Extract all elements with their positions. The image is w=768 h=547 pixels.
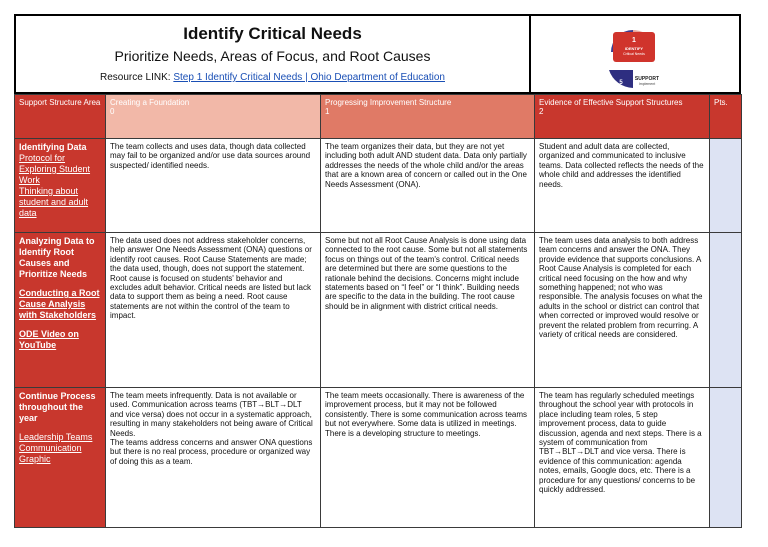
spacer (19, 424, 101, 432)
cell-evidence: The team uses data analysis to both address team concerns and answer the ONA. They provide evidence that supports conclusions. A Root Cause Analysis is completed for each critical need focusing on the how and why something happened; not who was responsible. The analysis focuses on what the adults in the school or district can control that when corrected or improved would resolve or prevent the related problem from recurring. A variety of critical needs are considered. (535, 233, 710, 388)
page-title: Identify Critical Needs (183, 24, 362, 43)
area-title: Continue Process throughout the year (19, 391, 96, 423)
cell-evidence: Student and adult data are collected, organized and communicated to inclusive teams. Data collected reflects the needs of the whole child and addresses the identified needs. (535, 139, 710, 233)
col-header-foundation (106, 95, 321, 139)
spacer (19, 280, 101, 288)
cell-foundation: The data used does not address stakeholder concerns, help answer One Needs Assessment (ONA) questions or identify root causes. Root Cause Statements are made; the data used, though, does not support the statement. Root cause is focused on students' behavior and excludes adult behavior. Critical needs are listed but lack data to support them as being a need. Root cause statements are not within the control of the team to impact. (106, 233, 321, 388)
col-header-evidence-score: 2 (539, 107, 544, 117)
logo-line2: Critical Needs (623, 52, 645, 56)
col-header-evidence-title: Evidence of Effective Support Structures (539, 98, 683, 107)
rubric-sheet (14, 14, 741, 528)
col-header-progressing-score: 1 (325, 107, 330, 117)
area-title: Analyzing Data to Identify Root Causes and Prioritize Needs (19, 236, 95, 279)
link-root-cause-analysis[interactable]: Conducting a Root Cause Analysis with Stakeholders (19, 288, 100, 320)
logo-number: 1 (632, 37, 636, 44)
link-communication-graphic[interactable]: Leadership Teams Communication Graphic (19, 432, 93, 464)
col-header-points: Pts. (710, 95, 742, 139)
area-cell-identifying-data (15, 139, 106, 233)
resource-link[interactable]: Step 1 Identify Critical Needs | Ohio Department of Education (173, 72, 445, 83)
col-header-progressing-title: Progressing Improvement Structure (325, 98, 452, 107)
link-ode-video[interactable]: ODE Video on YouTube (19, 329, 79, 350)
spacer (19, 321, 101, 329)
col-header-foundation-score: 0 (110, 107, 115, 117)
points-input-cell[interactable] (710, 388, 742, 528)
header-logo-area (531, 16, 739, 92)
cell-foundation: The team meets infrequently. Data is not available or used. Communication across teams (TBT→BLT→DLT and vice versa) does not occur in a systematic approach, resulting in many stakeholders not being aware of Critical Needs. The teams address concerns and answer ONA questions but there is no real process, procedure or organized way of doing this as a team. (106, 388, 321, 528)
area-cell-continue-process (15, 388, 106, 528)
logo-number-bottom: 5 (619, 80, 623, 86)
header-main (16, 16, 531, 92)
link-protocol-student-work[interactable]: Protocol for Exploring Student Work (19, 153, 91, 185)
page-subtitle: Prioritize Needs, Areas of Focus, and Root Causes (114, 48, 431, 64)
table-row (15, 233, 742, 388)
col-header-foundation-title: Creating a Foundation (110, 98, 190, 107)
col-header-area: Support Structure Area (15, 95, 106, 139)
table-row (15, 388, 742, 528)
area-title: Identifying Data (19, 142, 87, 152)
table-row (15, 139, 742, 233)
cell-progressing: The team organizes their data, but they are not yet including both adult AND student data. Data only partially addresses the needs of the whole child and/or the areas that are a known area of concern or called out in the One Needs Assessment (ONA). (321, 139, 535, 233)
rubric-table (14, 94, 742, 528)
points-input-cell[interactable] (710, 139, 742, 233)
logo-support: SUPPORT (634, 76, 660, 82)
resource-label: Resource LINK: (99, 72, 174, 83)
cell-progressing: The team meets occasionally. There is awareness of the improvement process, but it may not be followed consistently. There is some communication across teams but not everywhere. Some data is utilized in meetings. There is a developing structure to meetings. (321, 388, 535, 528)
logo-line1: IDENTIFY (624, 46, 644, 51)
points-input-cell[interactable] (710, 233, 742, 388)
logo-implement: Implement (638, 82, 656, 86)
area-cell-analyzing-data (15, 233, 106, 388)
resource-line (16, 72, 529, 83)
header-row (15, 95, 742, 139)
col-header-progressing (321, 95, 535, 139)
cell-foundation: The team collects and uses data, though data collected may fail to be organized and/or use data sources around suspected/ identified needs. (106, 139, 321, 233)
cell-evidence: The team has regularly scheduled meetings throughout the school year with protocols in place including team roles, 5 step improvement process, data to guide discussion, agenda and next steps. There is a system of communication from TBT→BLT→DLT and vice versa. There is evidence of this communication: agenda notes, emails, Google docs, etc. There is a procedure for any questions/ concerns to be quickly addressed. (535, 388, 710, 528)
link-student-adult-data[interactable]: Thinking about student and adult data (19, 186, 89, 218)
header (14, 14, 741, 94)
ode-process-logo (603, 26, 661, 88)
cell-progressing: Some but not all Root Cause Analysis is done using data connected to the root cause. Some but not all statements focus on things out of the team's control. Critical needs are determined but there are some questions to the rationale behind the decisions. Concerns might include statements based on “I feel” or “I think”. Building needs are specific to the data in the building. The root cause should be in alignment with district critical needs. (321, 233, 535, 388)
col-header-evidence (535, 95, 710, 139)
